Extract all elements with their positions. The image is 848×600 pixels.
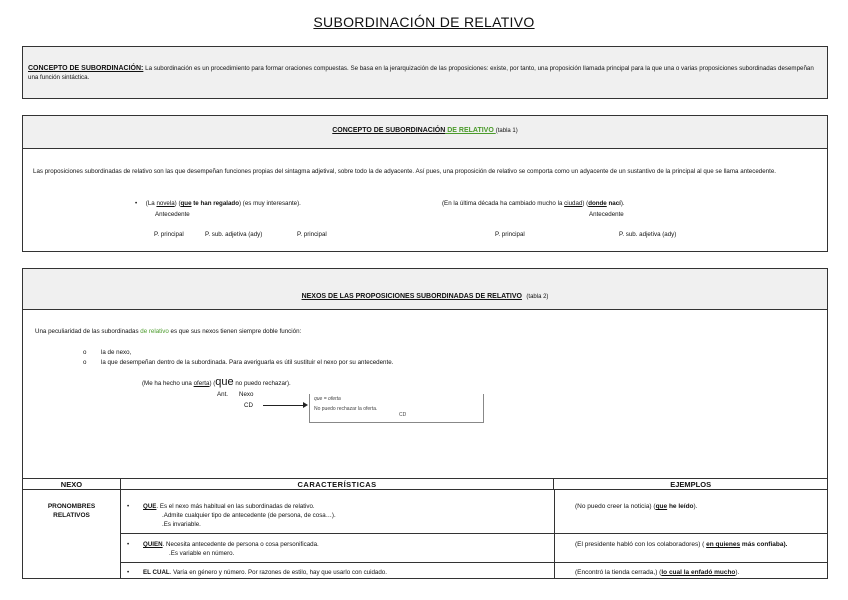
header-text: CONCEPTO DE SUBORDINACIÓN	[332, 127, 446, 134]
ex2-mid: ) (	[582, 200, 589, 207]
cd-label: CD	[244, 402, 253, 409]
bullet-item-1: la de nexo,	[101, 349, 132, 356]
nexo-ex-big: que	[215, 376, 234, 388]
inset-line-1: que = oferta	[314, 396, 341, 402]
col-header-ejemplos: EJEMPLOS	[554, 479, 828, 490]
category-label: PRONOMBRES RELATIVOS	[47, 503, 96, 519]
inset-image	[309, 394, 484, 423]
nexos-table	[22, 478, 828, 490]
relative-paragraph: Las proposiciones subordinadas de relativo son las que desempeñan funciones propias del sintagma adjetival, sobre todo la de adyacente. Así pues, una proposición de relativo se comporta como un adyacente de un sustantivo de la principal al que se llama antecedente.	[33, 168, 776, 175]
nexo-example	[142, 378, 291, 388]
label-principal-1: P. principal	[154, 231, 184, 238]
inset-line-2	[314, 406, 377, 412]
arrow-line	[263, 405, 305, 406]
row-quien-example	[575, 540, 820, 549]
ex1-antecedent: Antecedente	[155, 211, 190, 218]
intro-a: Una peculiaridad de las subordinadas	[35, 328, 141, 335]
bullet-item-2: la que desempeñan dentro de la subordinada. Para averiguarla es útil sustituir el nexo por su antecedente.	[101, 359, 394, 366]
row-divider-2	[121, 562, 827, 563]
row-divider-1	[121, 533, 827, 534]
ex1-relative: que	[180, 200, 192, 207]
bullet-marker-1: o	[83, 349, 87, 356]
arrow-head-icon	[303, 402, 308, 408]
row-elcual-line-1: . Varía en género y número. Por razones de estilo, hay que usarlo con cuidado.	[169, 569, 387, 576]
header-suffix: (tabla 1)	[495, 128, 518, 134]
col-header-caracteristicas: CARACTERÍSTICAS	[120, 479, 553, 490]
row-elcual-ex-b: lo cual la enfadó mucho	[661, 569, 736, 576]
row-elcual-ex-a: (Encontró la tienda cerrada,) (	[575, 569, 662, 576]
concept-label: CONCEPTO DE SUBORDINACIÓN:	[28, 65, 144, 72]
label-principal-2: P. principal	[297, 231, 327, 238]
relative-concept-header	[23, 116, 827, 149]
row-quien-ex-u: en quienes	[706, 541, 741, 548]
row-elcual-char	[143, 568, 387, 577]
example-1	[135, 199, 301, 208]
row-que-bullet: •	[127, 503, 130, 510]
row-elcual-example	[575, 568, 739, 577]
page-title: SUBORDINACIÓN DE RELATIVO	[313, 14, 535, 30]
nexos-header	[23, 269, 827, 310]
nexos-intro	[35, 327, 301, 336]
row-que-ex-u: que	[655, 503, 668, 510]
row-elcual-ex-c: ).	[735, 569, 740, 576]
nexo-ex-b: ) (	[209, 380, 216, 387]
nexos-header-text: NEXOS DE LAS PROPOSICIONES SUBORDINADAS DE RELATIVO	[301, 293, 522, 300]
row-elcual-bullet: •	[127, 569, 130, 576]
table-header-row	[23, 479, 828, 490]
ex1-noun: novela	[156, 200, 175, 207]
ex2-close: ).	[620, 200, 625, 207]
row-que-line-3: .Es invariable.	[162, 521, 201, 528]
ex1-close: ) (es muy interesante).	[238, 200, 301, 207]
nexo-ex-a: (Me ha hecho una	[142, 380, 194, 387]
row-que-example	[575, 502, 698, 511]
ex2-rest: nací	[606, 200, 621, 207]
concept-paragraph	[28, 64, 822, 82]
category-cell	[23, 502, 120, 520]
ex2-open: (En la última década ha cambiado mucho la	[442, 200, 565, 207]
row-que-char	[143, 502, 315, 511]
row-quien-line-2: .Es variable en número.	[169, 550, 235, 557]
row-que-ex-b: he leído	[667, 503, 694, 510]
inset-line-2-text: No puedo rechazar la oferta.	[314, 406, 378, 412]
row-quien-ex-b: más confiaba).	[740, 541, 788, 548]
example-2	[442, 199, 625, 208]
ex2-noun: ciudad	[564, 200, 583, 207]
concept-box	[22, 46, 828, 99]
col-divider-2	[554, 490, 555, 578]
nexo-ex-c: no puedo rechazar).	[233, 380, 291, 387]
row-que-line-2: .Admite cualquier tipo de antecedente (de persona, de cosa…).	[162, 512, 336, 519]
intro-b: es que sus nexos tienen siempre doble función:	[168, 328, 302, 335]
concept-text: La subordinación es un procedimiento para formar oraciones compuestas. Se basa en la jerarquización de las proposiciones: existe, por tanto, una proposición llamada principal para la que una o varias proposiciones subordinadas desempeñan una función sintáctica.	[28, 65, 814, 81]
row-quien-bullet: •	[127, 541, 130, 548]
ex1-rest: te han regalado	[191, 200, 239, 207]
ex2-relative: donde	[588, 200, 607, 207]
bullet-marker-2: o	[83, 359, 87, 366]
row-quien-char	[143, 540, 319, 549]
row-que-line-1: . Es el nexo más habitual en las subordinadas de relativo.	[156, 503, 315, 510]
row-quien-ex-a: (El presidente habló con los colaboradores) (	[575, 541, 707, 548]
label-sub-1: P. sub. adjetiva (ady)	[205, 231, 263, 238]
ex1-mid: ) (	[174, 200, 181, 207]
table-body	[22, 490, 828, 579]
label-sub-2: P. sub. adjetiva (ady)	[619, 231, 677, 238]
intro-green: de relativo	[140, 328, 169, 335]
inset-line-3: CD	[399, 412, 407, 418]
bullet: •	[135, 200, 146, 207]
row-que-ex-c: ).	[693, 503, 698, 510]
ex1-open: (La	[145, 200, 157, 207]
col-divider-1	[120, 490, 121, 578]
nexos-header-suffix: (tabla 2)	[526, 294, 549, 300]
row-que-name: QUE	[143, 503, 157, 510]
label-principal-3: P. principal	[495, 231, 525, 238]
ant-label: Ant.	[217, 391, 229, 398]
row-quien-name: QUIEN	[143, 541, 163, 548]
nexo-label: Nexo	[239, 391, 254, 398]
col-header-nexo: NEXO	[23, 479, 121, 490]
row-que-ex-a: (No puedo creer la noticia) (	[575, 503, 656, 510]
row-elcual-name: EL CUAL	[143, 569, 170, 576]
nexo-ex-noun: oferta	[193, 380, 210, 387]
row-quien-line-1: . Necesita antecedente de persona o cosa personificada.	[162, 541, 319, 548]
header-green-text: DE RELATIVO	[445, 127, 496, 134]
ex2-antecedent: Antecedente	[589, 211, 624, 218]
relative-concept-box	[22, 115, 828, 252]
